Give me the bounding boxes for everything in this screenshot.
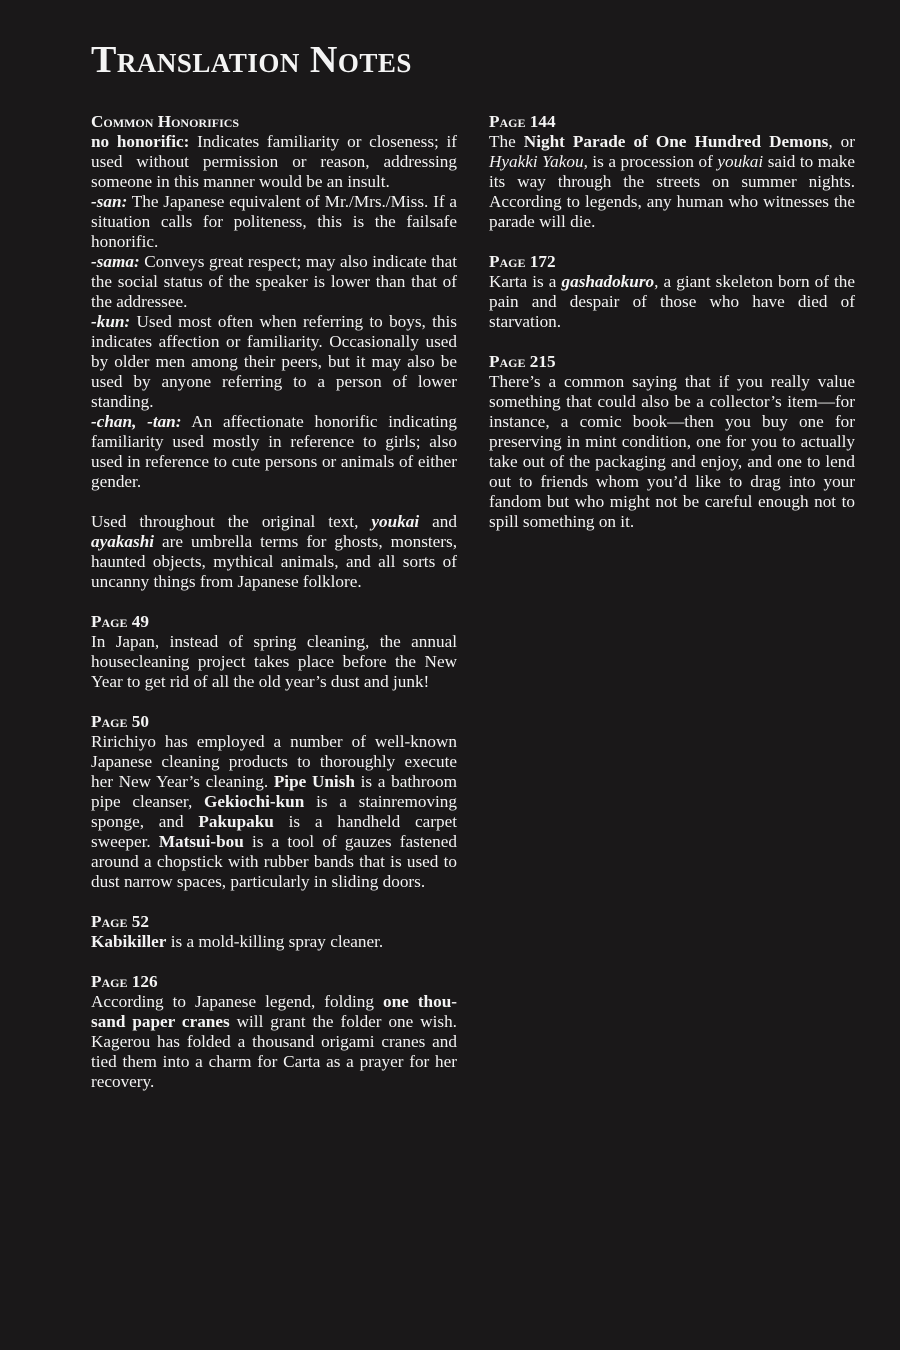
honorific-term: no honorific: xyxy=(91,132,190,151)
term-paper-cranes: one thousand paper cranes xyxy=(91,992,457,1031)
left-column xyxy=(91,112,457,1112)
page-50-note xyxy=(91,712,457,892)
page-49-text: In Japan, instead of spring cleaning, the annual housecleaning project takes place before the New Year to get rid of all the old year’s dust and junk! xyxy=(91,632,457,691)
term-youkai: youkai xyxy=(717,152,764,171)
honorific-term xyxy=(91,252,140,271)
honorific-entry xyxy=(91,252,457,312)
text-run: is a tool of gauzes fastened around a chopstick with rubber bands that is used to dust narrow spaces, particularly in sliding doors. xyxy=(91,832,458,891)
term-youkai: youkai xyxy=(371,512,420,531)
text-run: is a handheld carpet sweeper. xyxy=(91,812,457,851)
text-run: Used throughout the original text, xyxy=(91,512,372,531)
term-pipe-unish: Pipe Unish xyxy=(273,772,355,791)
text-run: , a giant skeleton born of the pain and despair of those who have died of starvation. xyxy=(489,272,856,331)
text-run: , is a procession of xyxy=(583,152,718,171)
honorific-term xyxy=(91,312,130,331)
honorific-definition: The Japanese equivalent of Mr./Mrs./Miss. If a situation calls for politeness, this is the failsafe honorific. xyxy=(91,192,457,251)
honorific-term xyxy=(91,192,127,211)
page-52-note xyxy=(91,912,457,952)
term-emphasis xyxy=(371,512,419,531)
honorific-definition: Used most often when referring to boys, this indicates affection or familiarity. Occasionally used by older men among their peers, but it may also be used by anyone referring to a person of lower standing. xyxy=(91,312,457,411)
right-column xyxy=(489,112,855,552)
page-144-text xyxy=(489,132,855,232)
term-ayakashi: ayakashi xyxy=(91,532,155,551)
page-50-heading: Page 50 xyxy=(91,712,149,731)
honorific-definition: Indicates familiarity or closeness; if used without permission or reason, addressing someone in this manner would be an insult. xyxy=(91,132,457,191)
youkai-note-paragraph xyxy=(91,512,457,592)
page-144-note xyxy=(489,112,855,232)
text-run: is a bathroom pipe cleanser, xyxy=(91,772,457,811)
page-52-heading: Page 52 xyxy=(91,912,149,931)
page-126-heading: Page 126 xyxy=(91,972,158,991)
honorific-term-text: -sama: xyxy=(91,252,140,271)
youkai-note-section xyxy=(91,512,457,592)
page-49-heading: Page 49 xyxy=(91,612,149,631)
honorific-term xyxy=(91,412,181,431)
term-pakupaku: Pakupaku xyxy=(198,812,274,831)
page-52-text xyxy=(91,932,457,952)
term-night-parade: Night Parade of One Hundred Demons xyxy=(523,132,829,151)
text-run: , or xyxy=(828,132,855,151)
term-matsui-bou: Matsui-bou xyxy=(158,832,244,851)
term-gekiochi-kun: Gekiochi-kun xyxy=(204,792,305,811)
page-215-heading: Page 215 xyxy=(489,352,556,371)
page-215-text: There’s a common saying that if you really value something that could also be a collector’s item—for instance, a comic book—then you buy one for preserving in mint condition, one for you to actually take out of the packaging and enjoy, and one to lend out to friends whom you’d like to drag into your fandom but who might not be careful enough not to spill something on it. xyxy=(489,372,855,531)
honorific-term-text: -kun: xyxy=(91,312,131,331)
honorific-entry xyxy=(91,412,457,492)
page-title: Translation Notes xyxy=(91,39,412,81)
honorific-entry xyxy=(91,192,457,252)
page-172-note xyxy=(489,252,855,332)
page-126-note xyxy=(91,972,457,1092)
page-126-text xyxy=(91,992,457,1092)
term-emphasis xyxy=(91,532,154,551)
text-run: Ririchiyo has employed a number of well-known Japanese cleaning products to thoroughly execute her New Year’s cleaning. xyxy=(91,732,457,791)
text-run: According to Japanese legend, folding xyxy=(91,992,383,1011)
page-172-text xyxy=(489,272,855,332)
page-215-note xyxy=(489,352,855,532)
text-run: will grant the folder one wish. Kagerou has folded a thousand origami cranes and tied them into a charm for Carta as a prayer for her recovery. xyxy=(91,1012,457,1091)
page-50-text xyxy=(91,732,457,892)
text-run: The xyxy=(489,132,524,151)
text-run: is a mold-killing spray cleaner. xyxy=(166,932,384,951)
page-144-heading: Page 144 xyxy=(489,112,556,131)
text-run: and xyxy=(419,512,457,531)
term-hyakki-yakou: Hyakki Yakou xyxy=(489,152,584,171)
honorific-term-text: -san: xyxy=(91,192,128,211)
honorifics-section xyxy=(91,112,457,492)
honorific-definition: Conveys great respect; may also indicate that the social status of the speaker is lower than that of the addressee. xyxy=(91,252,457,311)
honorific-definition: An affectionate honorific indicating familiarity used mostly in reference to girls; also used in reference to cute persons or animals of either gender. xyxy=(91,412,457,491)
honorific-term-text: -chan, -tan: xyxy=(91,412,182,431)
term-gashadokuro: gashadokuro xyxy=(561,272,655,291)
page-172-heading: Page 172 xyxy=(489,252,556,271)
text-run: Karta is a xyxy=(489,272,562,291)
honorifics-heading: Common Honorifics xyxy=(91,112,240,131)
term-kabikiller: Kabikiller xyxy=(91,932,167,951)
honorific-entry xyxy=(91,132,457,192)
text-run: said to make its way through the streets on summer nights. According to legends, any human who witnesses the parade will die. xyxy=(489,152,855,231)
term-emphasis xyxy=(562,272,655,291)
text-run: are umbrella terms for ghosts, monsters, haunted objects, mythical animals, and all sorts of uncanny things from Japanese folklore. xyxy=(91,532,457,591)
honorific-entry xyxy=(91,312,457,412)
page-49-note xyxy=(91,612,457,692)
text-run: is a stainremoving sponge, and xyxy=(91,792,457,831)
